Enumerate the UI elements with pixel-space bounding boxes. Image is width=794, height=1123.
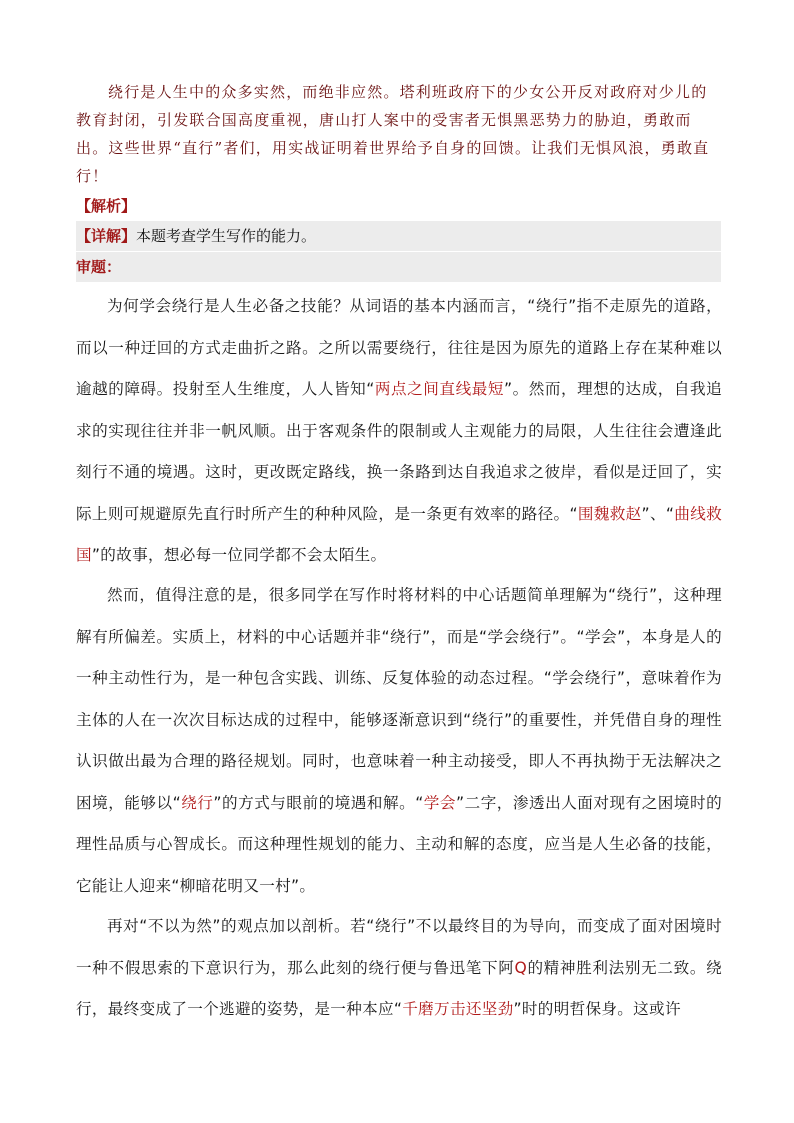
highlighted-phrase: 千磨万击还坚劲 xyxy=(402,1000,514,1018)
highlighted-phrase: 曲线救国 xyxy=(76,504,723,564)
review-line xyxy=(76,252,121,282)
analysis-heading: 【解析】 xyxy=(76,197,137,215)
detail-text: 本题考查学生写作的能力。 xyxy=(136,227,317,245)
paragraph-text-run: 为何学会绕行是人生必备之技能？从词语的基本内涵而言，“绕行”指不走原先的道路，而以一种迂回的方式走曲折之路。之所以需要绕行，往往是因为原先的道路上存在某种难以逾越的障碍。投射至人生维度，人人皆知“ xyxy=(76,297,722,398)
paragraph-text-run: 然而，值得注意的是，很多同学在写作时将材料的中心话题简单理解为“绕行”，这种理解有所偏差。实质上，材料的中心话题并非“绕行”，而是“学会绕行”。“学会”，本身是人的一种主动性行为，是一种包含实践、训练、反复体验的动态过程。“学会绕行”，意味着作为主体的人在一次次目标达成的过程中，能够逐渐意识到“绕行”的重要性，并凭借自身的理性认识做出最为合理的路径规划。同时，也意味着一种主动接受，即人不再执拗于无法解决之困境，能够以“ xyxy=(76,586,722,812)
detail-band xyxy=(76,221,721,251)
highlighted-phrase: 围魏救赵 xyxy=(577,504,642,523)
review-band xyxy=(76,252,721,282)
highlighted-phrase: 两点之间直线最短 xyxy=(374,380,504,398)
paragraph-text-run: ”的方式与眼前的境遇和解。“ xyxy=(213,793,424,812)
paragraph-text-run: 的精神胜利法别无二致。绕行，最终变成了一个逃避的姿势，是一种本应“ xyxy=(76,958,722,1018)
body-paragraph-1 xyxy=(76,286,722,577)
paragraph-text-run: ”、“ xyxy=(641,504,675,523)
essay-ending-paragraph: 绕行是人生中的众多实然，而绝非应然。塔利班政府下的少女公开反对政府对少儿的教育封闭，引发联合国高度重视，唐山打人案中的受害者无惧黑恶势力的胁迫，勇敢而出。这些世界“直行”者们，用实战证明着世界给予自身的回馈。让我们无惧风浪，勇敢直行！ xyxy=(76,83,710,185)
body-paragraph-3 xyxy=(76,906,722,1031)
body-paragraph-2 xyxy=(76,575,722,907)
paragraph-text-run: ”时的明哲保身。这或许 xyxy=(513,1000,681,1018)
paragraph-text-run: ”二字，渗透出人面对现有之困境时的理性品质与心智成长。而这种理性规划的能力、主动和解的态度，应当是人生必备的技能，它能让人迎来“柳暗花明又一村”。 xyxy=(76,793,723,895)
review-label: 审题： xyxy=(76,258,122,276)
paragraph-text-run: ”。然而，理想的达成，自我追求的实现往往并非一帆风顺。出于客观条件的限制或人主观能力的局限，人生往往会遭逢此刻行不通的境遇。这时，更改既定路线，换一条路到达自我追求之彼岸，看似是迂回了，实际上则可规避原先直行时所产生的种种风险，是一条更有效率的路径。“ xyxy=(76,380,722,523)
detail-label: 【详解】 xyxy=(76,227,137,245)
paragraph-text-run: ”的故事，想必每一位同学都不会太陌生。 xyxy=(91,546,387,564)
highlighted-phrase: 绕行 xyxy=(180,793,214,812)
highlighted-phrase: 学会 xyxy=(423,793,457,812)
detail-line xyxy=(76,221,316,251)
highlighted-phrase: Q xyxy=(514,958,528,977)
paragraph-text-run: 再对“不以为然”的观点加以剖析。若“绕行”不以最终目的为导向，而变成了面对困境时一种不假思索的下意识行为，那么此刻的绕行便与鲁迅笔下阿 xyxy=(76,917,722,977)
